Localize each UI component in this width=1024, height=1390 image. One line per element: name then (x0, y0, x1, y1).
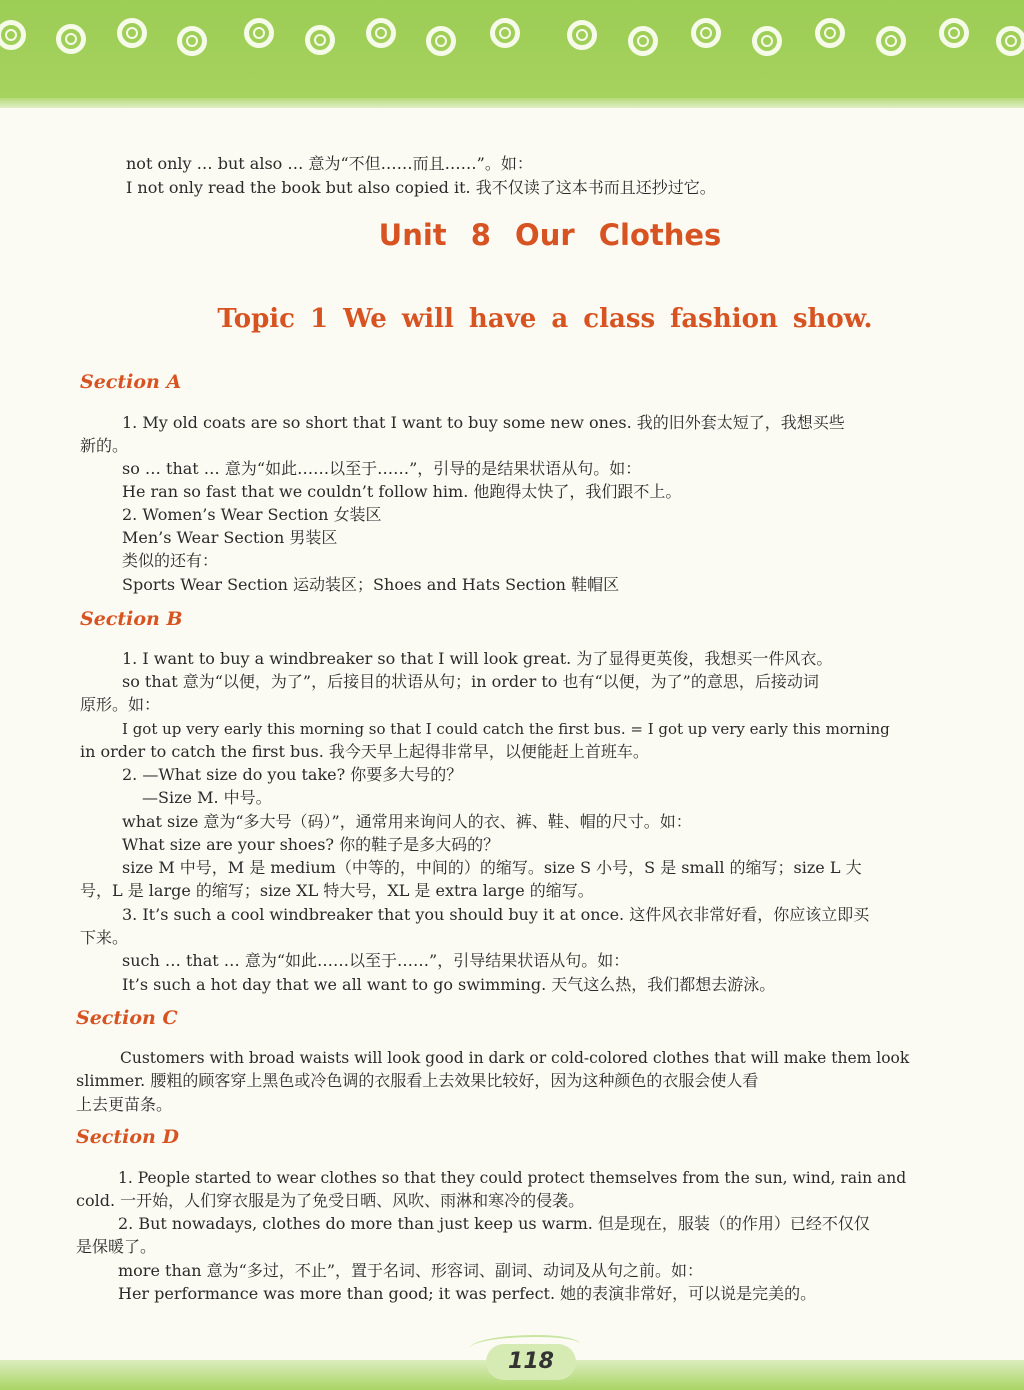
body-line: 号，L 是 large 的缩写；size XL 特大号，XL 是 extra large 的缩写。 (80, 881, 594, 900)
body-line: 2. But nowadays, clothes do more than just keep us warm. 但是现在，服装（的作用）已经不仅仅 (118, 1214, 870, 1233)
body-line: Sports Wear Section 运动装区；Shoes and Hats Section 鞋帽区 (122, 575, 620, 594)
ring-icon (815, 18, 845, 48)
ring-icon (117, 18, 147, 48)
section-a-heading: Section A (80, 371, 182, 393)
body-line: 2. Women’s Wear Section 女装区 (122, 505, 382, 524)
body-line: 上去更苗条。 (76, 1095, 173, 1114)
section-c-heading: Section C (76, 1007, 178, 1029)
body-line: size M 中号，M 是 medium（中等的，中间的）的缩写。size S 小号，S 是 small 的缩写；size L 大 (122, 858, 862, 877)
topic-title: Topic 1 We will have a class fashion show. (217, 304, 873, 334)
ring-icon (691, 18, 721, 48)
section-b-heading: Section B (80, 608, 183, 630)
ring-icon (939, 18, 969, 48)
body-line: so that 意为“以便，为了”，后接目的状语从句；in order to 也有“以便，为了”的意思，后接动词 (122, 672, 819, 691)
body-line: 1. People started to wear clothes so that they could protect themselves from the sun, wind, rain and (118, 1169, 907, 1187)
body-line: more than 意为“多过，不止”，置于名词、形容词、副词、动词及从句之前。如： (118, 1261, 704, 1280)
body-line: What size are your shoes? 你的鞋子是多大码的？ (122, 835, 500, 854)
body-line: Men’s Wear Section 男装区 (122, 528, 338, 547)
ring-icon (426, 26, 456, 56)
intro-line: not only … but also … 意为“不但……而且……”。如： (126, 154, 533, 173)
ring-icon (366, 18, 396, 48)
ring-icon (244, 18, 274, 48)
body-line: 1. My old coats are so short that I want to buy some new ones. 我的旧外套太短了，我想买些 (122, 413, 845, 432)
body-line: 下来。 (80, 928, 129, 947)
body-line: Customers with broad waists will look good in dark or cold-colored clothes that will make them look (120, 1049, 910, 1067)
top-decorative-band (0, 0, 1024, 108)
body-line: —Size M. 中号。 (142, 788, 272, 807)
body-line: He ran so fast that we couldn’t follow him. 他跑得太快了，我们跟不上。 (122, 482, 682, 501)
body-line: such … that … 意为“如此……以至于……”，引导结果状语从句。如： (122, 951, 630, 970)
body-line: so … that … 意为“如此……以至于……”，引导的是结果状语从句。如： (122, 459, 642, 478)
body-line: in order to catch the first bus. 我今天早上起得非常早，以便能赶上首班车。 (80, 742, 649, 761)
page-number: 118 (486, 1344, 576, 1380)
body-line: slimmer. 腰粗的顾客穿上黑色或冷色调的衣服看上去效果比较好，因为这种颜色的衣服会使人看 (76, 1071, 759, 1090)
intro-line: I not only read the book but also copied it. 我不仅读了这本书而且还抄过它。 (126, 178, 716, 197)
ring-icon (490, 18, 520, 48)
unit-title: Unit 8 Our Clothes (378, 218, 722, 252)
ring-icon (628, 26, 658, 56)
ring-icon (996, 26, 1024, 56)
ring-icon (876, 26, 906, 56)
body-line: 类似的还有： (122, 551, 219, 570)
body-line: 原形。如： (80, 695, 161, 714)
ring-icon (177, 26, 207, 56)
ring-icon (305, 25, 335, 55)
ring-icon (752, 26, 782, 56)
body-line: cold. 一开始，人们穿衣服是为了免受日晒、风吹、雨淋和寒冷的侵袭。 (76, 1191, 585, 1210)
body-line: 是保暖了。 (76, 1237, 157, 1256)
ring-icon (56, 24, 86, 54)
ring-icon (567, 20, 597, 50)
section-d-heading: Section D (76, 1126, 179, 1148)
body-line: what size 意为“多大号（码）”，通常用来询问人的衣、裤、鞋、帽的尺寸。如： (122, 812, 692, 831)
body-line: It’s such a hot day that we all want to go swimming. 天气这么热，我们都想去游泳。 (122, 975, 776, 994)
body-line: Her performance was more than good; it was perfect. 她的表演非常好，可以说是完美的。 (118, 1284, 817, 1303)
body-line: 新的。 (80, 436, 129, 455)
ring-icon (0, 20, 26, 50)
body-line: 1. I want to buy a windbreaker so that I will look great. 为了显得更英俊，我想买一件风衣。 (122, 649, 833, 668)
body-line: I got up very early this morning so that I could catch the first bus. = I got up very early this morning (122, 720, 890, 738)
body-line: 2. —What size do you take? 你要多大号的？ (122, 765, 463, 784)
body-line: 3. It’s such a cool windbreaker that you should buy it at once. 这件风衣非常好看，你应该立即买 (122, 905, 870, 924)
